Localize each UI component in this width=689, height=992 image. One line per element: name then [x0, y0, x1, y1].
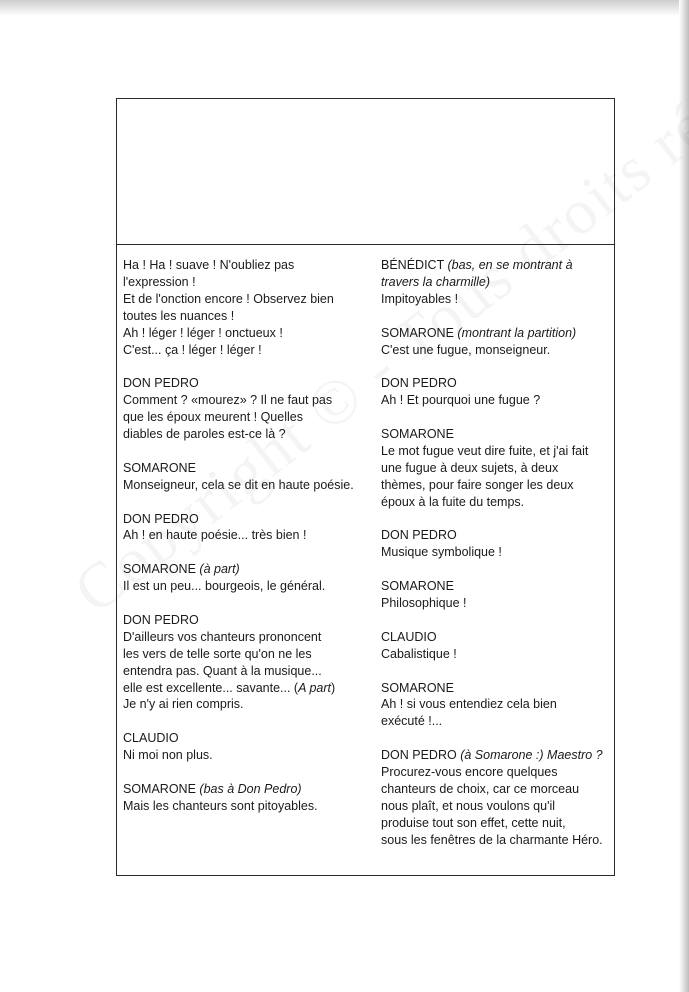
dialogue-line: diables de paroles est-ce là ? — [123, 427, 286, 442]
dialogue-line: Ah ! Et pourquoi une fugue ? — [381, 393, 541, 408]
stage-direction: travers la charmille) — [381, 274, 491, 289]
dialogue-line: Ah ! en haute poésie... très bien ! — [123, 528, 307, 543]
dialogue-line: Ah ! léger ! léger ! onctueux ! — [123, 325, 283, 340]
speaker-name-somarone: SOMARONE — [381, 680, 454, 695]
stage-direction: (bas, en se montrant à — [447, 258, 573, 272]
dialogue-line: sous les fenêtres de la charmante Héro. — [381, 832, 603, 847]
speaker-line — [381, 257, 613, 274]
speaker-name-somarone: SOMARONE — [381, 427, 454, 442]
dialogue-line: les vers de telle sorte qu'on ne les — [123, 646, 312, 661]
dialogue-line: Procurez-vous encore quelques — [381, 765, 558, 780]
speaker-line — [381, 680, 613, 697]
stage-direction: (à part) — [199, 562, 240, 577]
speaker-name-don-pedro: DON PEDRO — [123, 612, 199, 627]
speaker-line — [123, 460, 363, 477]
dialogue-block — [123, 612, 363, 713]
speaker-line — [381, 578, 613, 595]
speaker-line — [123, 612, 363, 629]
stage-direction: (montrant la partition) — [457, 325, 577, 340]
dialogue-block — [381, 325, 613, 359]
dialogue-line: époux à la fuite du temps. — [381, 494, 525, 509]
dialogue-block — [123, 257, 363, 358]
dialogue-line: Ni moi non plus. — [123, 748, 213, 763]
speaker-line — [123, 561, 363, 578]
dialogue-line: C'est une fugue, monseigneur. — [381, 342, 551, 357]
dialogue-line: Le mot fugue veut dire fuite, et j'ai fait — [381, 443, 589, 458]
speaker-name-don-pedro: DON PEDRO — [123, 511, 199, 526]
dialogue-line: Impitoyables ! — [381, 291, 459, 306]
dialogue-line: chanteurs de choix, car ce morceau — [381, 781, 580, 796]
scan-edge-top — [0, 0, 689, 16]
dialogue-block — [381, 629, 613, 663]
dialogue-line: C'est... ça ! léger ! léger ! — [123, 342, 262, 357]
dialogue-block — [123, 375, 363, 443]
dialogue-block — [123, 460, 363, 494]
stage-direction: (à Somarone :) Maestro ? — [460, 748, 603, 763]
dialogue-block — [123, 781, 363, 815]
dialogue-block — [123, 511, 363, 545]
speaker-name-claudio: CLAUDIO — [381, 629, 437, 644]
dialogue-line: Il est un peu... bourgeois, le général. — [123, 579, 326, 594]
dialogue-line: une fugue à deux sujets, à deux — [381, 460, 559, 475]
dialogue-line: Musique symbolique ! — [381, 545, 502, 560]
speaker-line — [381, 747, 613, 764]
dialogue-block — [123, 561, 363, 595]
speaker-name-somarone: SOMARONE — [123, 562, 196, 577]
speaker-name-somarone: SOMARONE — [381, 579, 454, 594]
speaker-line — [381, 325, 613, 342]
dialogue-line: Et de l'onction encore ! Observez bien — [123, 291, 334, 306]
speaker-name-don-pedro: DON PEDRO — [123, 376, 199, 391]
dialogue-line: Philosophique ! — [381, 596, 467, 611]
dialogue-line: toutes les nuances ! — [123, 308, 235, 323]
dialogue-block — [381, 578, 613, 612]
dialogue-line: Ha ! Ha ! suave ! N'oubliez pas — [123, 258, 295, 272]
speaker-line — [381, 629, 613, 646]
dialogue-line: Ah ! si vous entendiez cela bien — [381, 697, 557, 712]
dialogue-block — [123, 730, 363, 764]
dialogue-line: Mais les chanteurs sont pitoyables. — [123, 798, 318, 813]
speaker-name-benedict: BÉNÉDICT — [381, 258, 444, 272]
speaker-line — [123, 730, 363, 747]
speaker-line — [381, 527, 613, 544]
speaker-name-somarone: SOMARONE — [123, 781, 196, 796]
speaker-name-claudio: CLAUDIO — [123, 731, 179, 746]
dialogue-block — [381, 257, 613, 308]
dialogue-block — [381, 747, 613, 848]
dialogue-block — [381, 426, 613, 511]
speaker-name-somarone: SOMARONE — [381, 325, 454, 340]
dialogue-line: l'expression ! — [123, 274, 196, 289]
dialogue-line: que les époux meurent ! Quelles — [123, 410, 303, 425]
dialogue-line: Cabalistique ! — [381, 646, 457, 661]
header-box — [117, 99, 614, 245]
dialogue-line: D'ailleurs vos chanteurs prononcent — [123, 629, 322, 644]
speaker-name-somarone: SOMARONE — [123, 460, 196, 475]
dialogue-line: elle est excellente... savante... (A part) — [123, 680, 336, 695]
dialogue-line: nous plaît, et nous voulons qu'il — [381, 798, 556, 813]
left-column — [123, 257, 363, 832]
speaker-line — [123, 375, 363, 392]
dialogue-line: thèmes, pour faire songer les deux — [381, 477, 574, 492]
page-frame — [116, 98, 615, 876]
dialogue-line: entendra pas. Quant à la musique... — [123, 663, 322, 678]
dialogue-line: Monseigneur, cela se dit en haute poésie. — [123, 477, 354, 492]
speaker-line — [123, 781, 363, 798]
right-column — [381, 257, 613, 865]
speaker-name-don-pedro: DON PEDRO — [381, 748, 457, 763]
dialogue-line: exécuté !... — [381, 714, 443, 729]
dialogue-block — [381, 527, 613, 561]
speaker-line — [381, 375, 613, 392]
dialogue-line: produise tout son effet, cette nuit, — [381, 815, 566, 830]
dialogue-block — [381, 680, 613, 731]
stage-direction: (bas à Don Pedro) — [199, 781, 302, 796]
speaker-line — [381, 426, 613, 443]
dialogue-block — [381, 375, 613, 409]
inline-stage-direction: A part — [298, 680, 331, 695]
speaker-line — [123, 511, 363, 528]
speaker-name-don-pedro: DON PEDRO — [381, 376, 457, 391]
dialogue-line: Comment ? «mourez» ? Il ne faut pas — [123, 393, 333, 408]
dialogue-line: Je n'y ai rien compris. — [123, 697, 244, 712]
speaker-name-don-pedro: DON PEDRO — [381, 528, 457, 543]
